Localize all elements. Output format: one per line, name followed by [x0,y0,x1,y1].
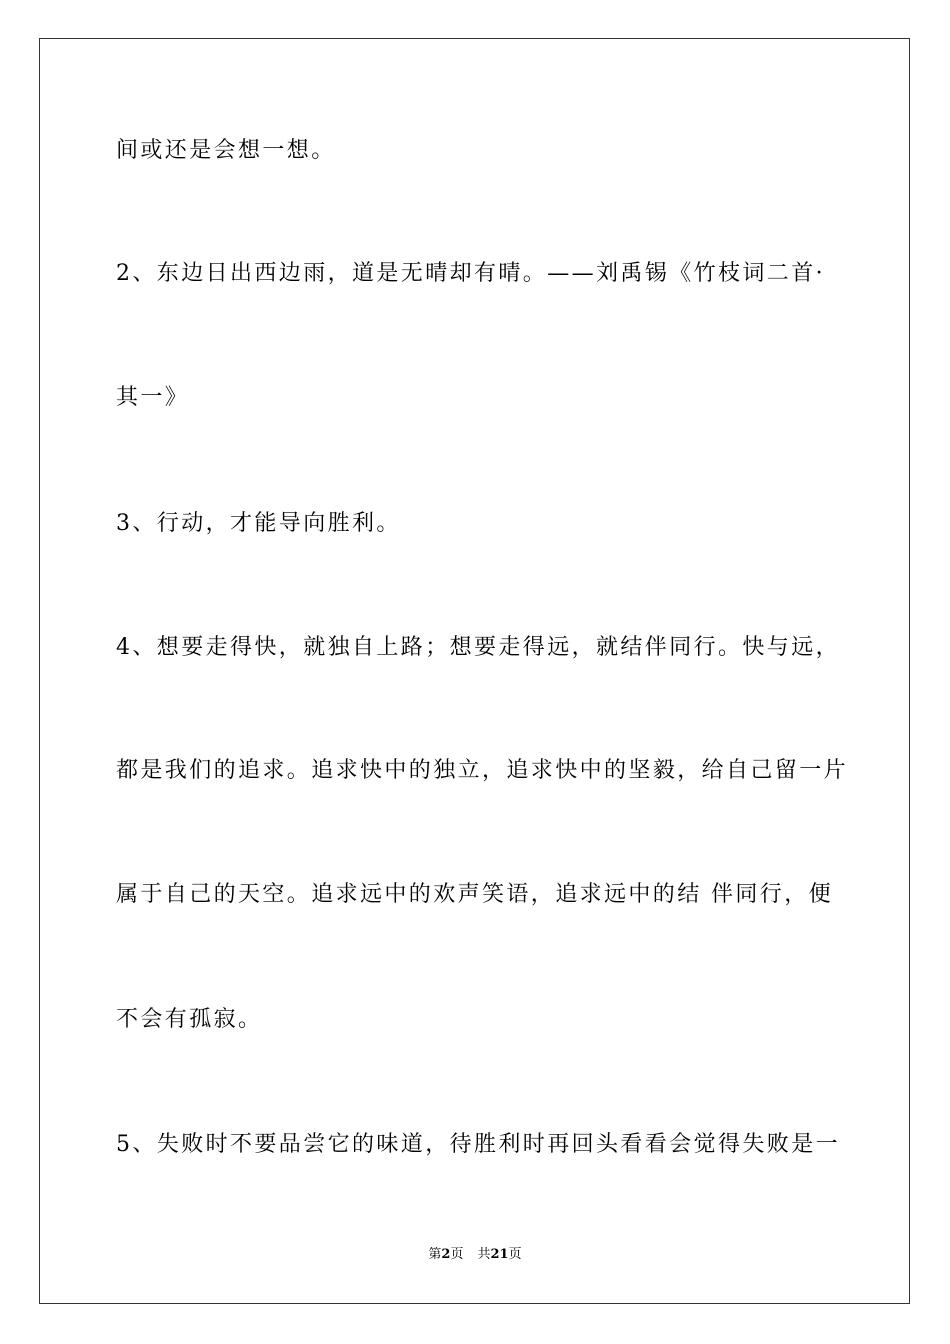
total-pages: 21 [490,1247,509,1262]
text-line-5: 4、想要走得快，就独自上路；想要走得远，就结伴同行。快与远， [116,635,840,660]
page-border [39,38,910,1304]
page-number: 2 [441,1247,451,1262]
page-suffix: 页 [450,1247,464,1262]
total-prefix: 共 [477,1247,491,1262]
text-line-3: 其一》 [116,385,190,410]
text-line-9: 5、失败时不要品尝它的味道，待胜利时再回头看看会觉得失败是一 [116,1132,840,1157]
text-line-6: 都是我们的追求。追求快中的独立，追求快中的坚毅，给自己留一片 [116,758,849,783]
page-prefix: 第 [428,1247,442,1262]
page-footer [0,1246,950,1264]
total-suffix: 页 [508,1247,522,1262]
text-line-2: 2、东边日出西边雨，道是无晴却有晴。——刘禹锡《竹枝词二首· [116,261,825,286]
text-line-8: 不会有孤寂。 [116,1007,263,1032]
text-line-4: 3、行动，才能导向胜利。 [116,511,401,536]
text-line-1: 间或还是会想一想。 [116,138,336,163]
text-line-7: 属于自己的天空。追求远中的欢声笑语，追求远中的结 伴同行，便 [116,882,833,907]
